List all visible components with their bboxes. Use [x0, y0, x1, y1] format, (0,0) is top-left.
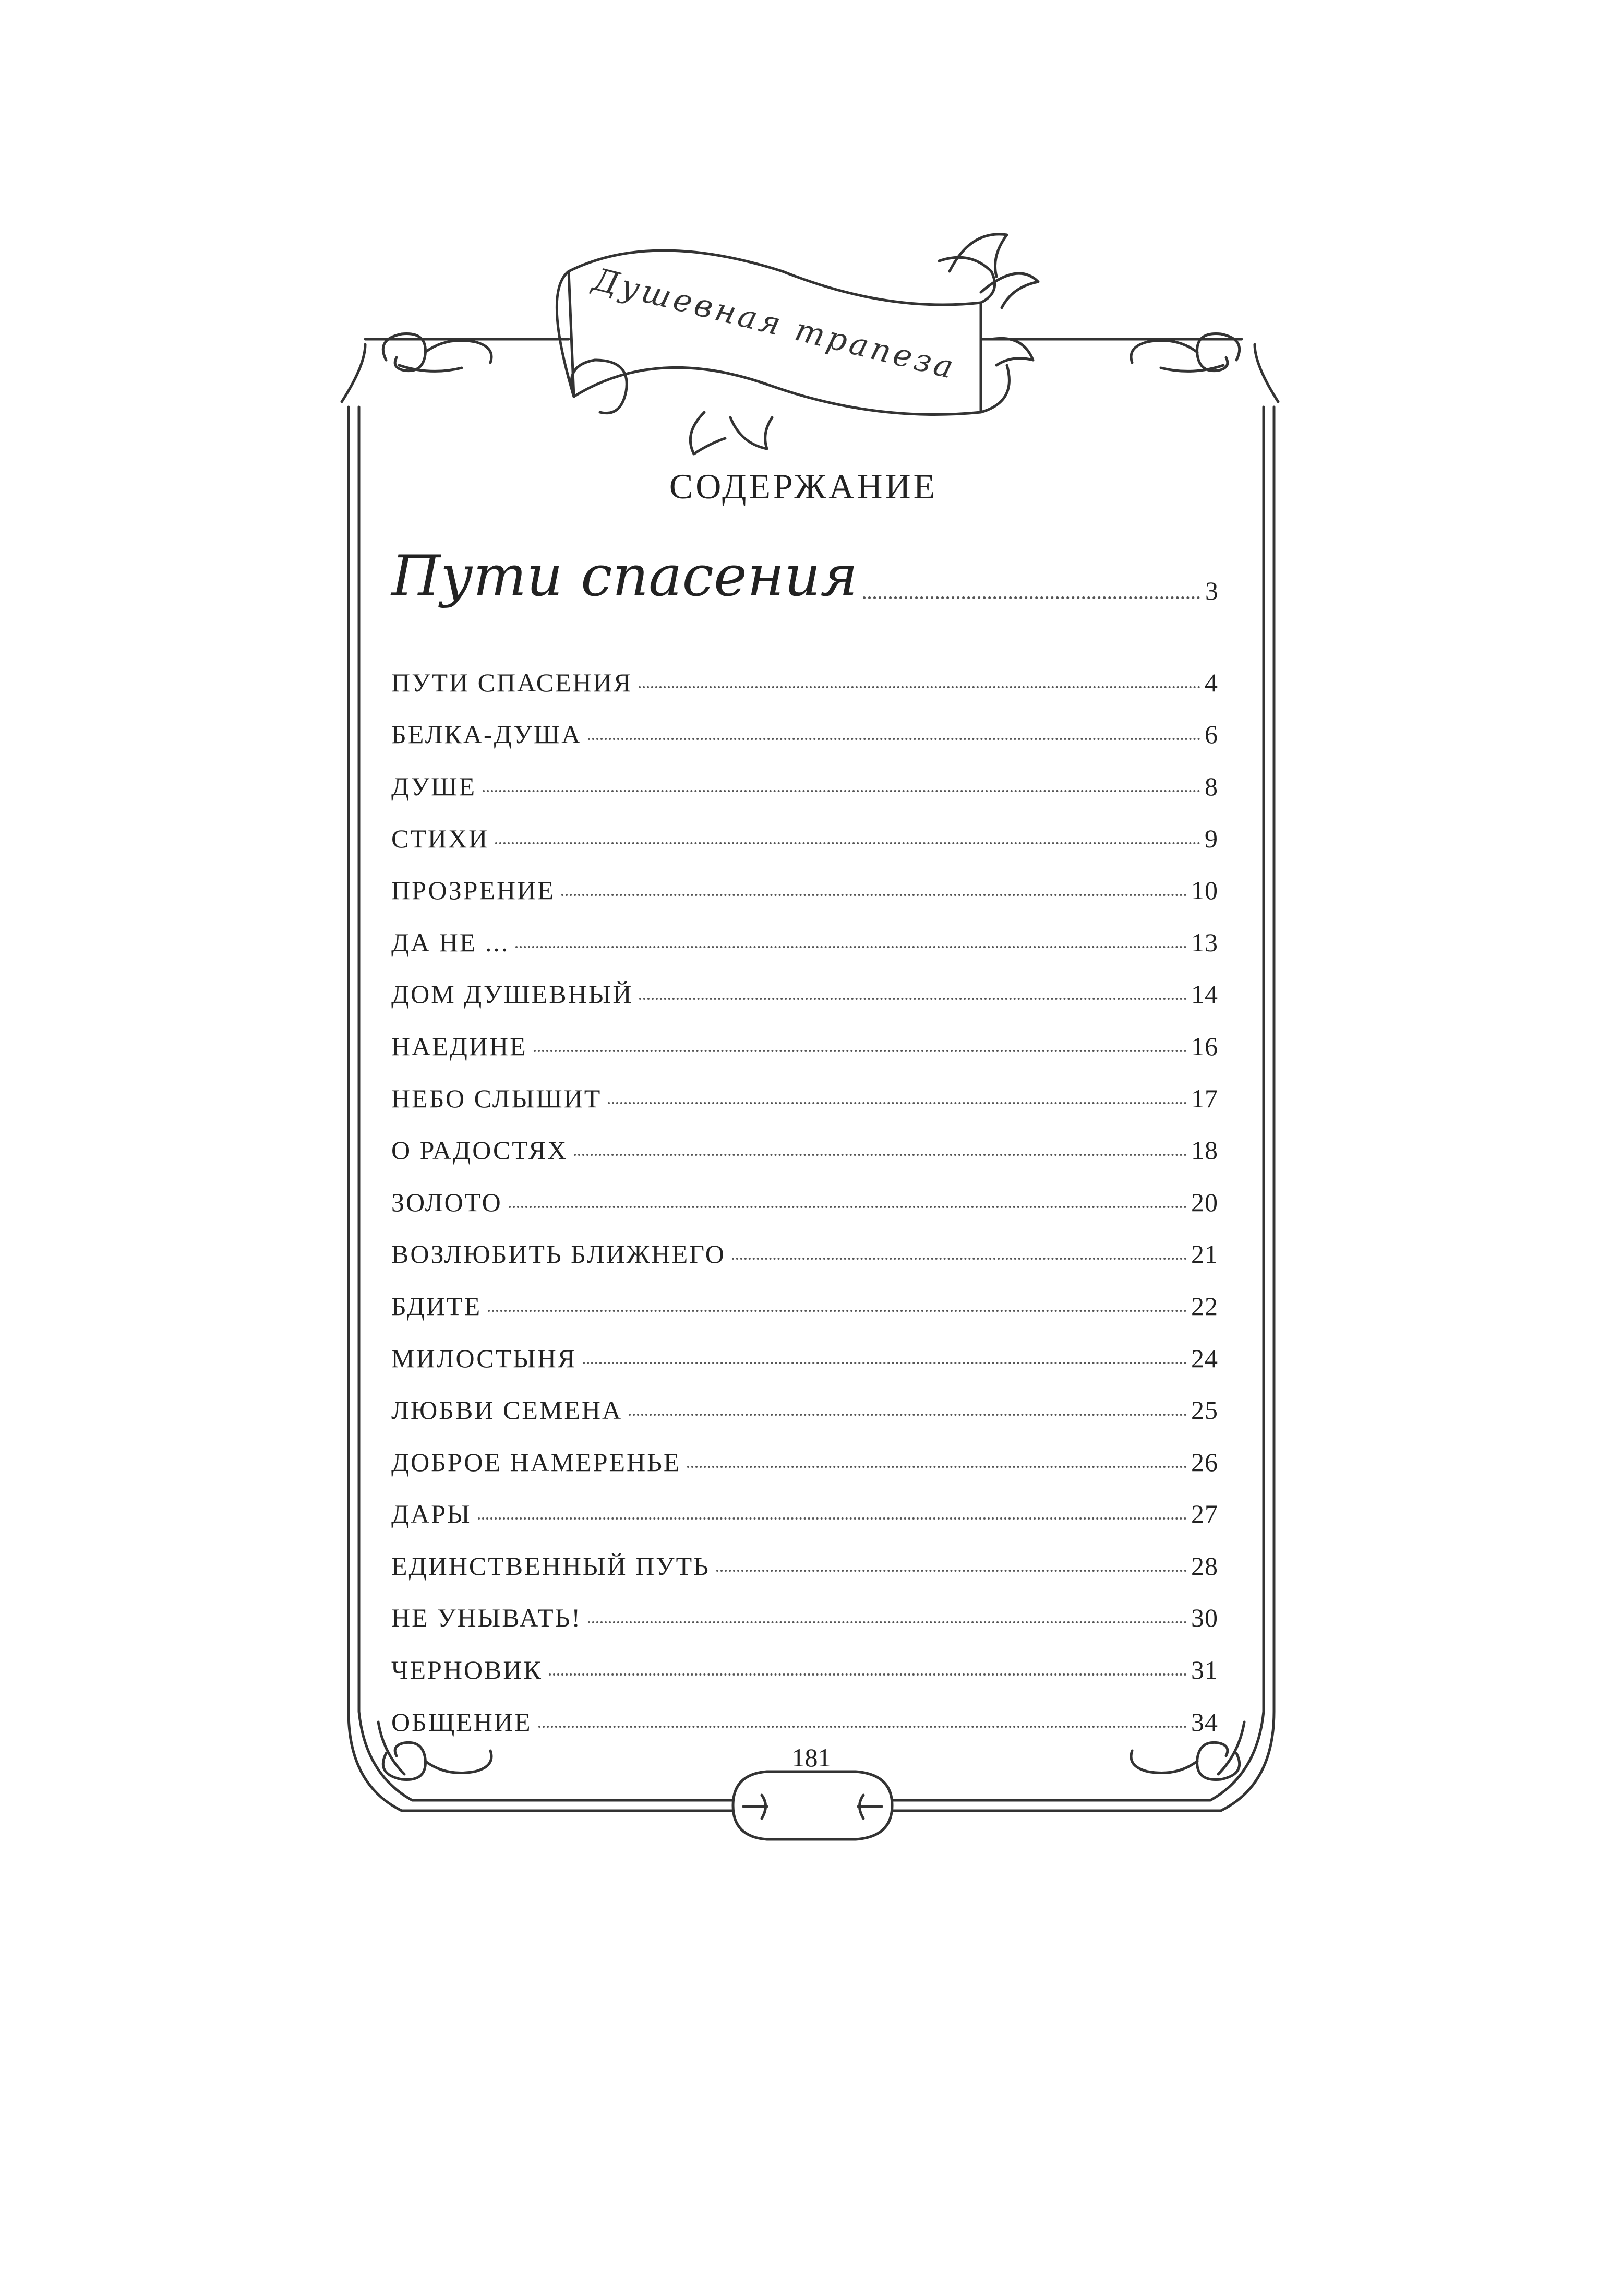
- toc-entry-title: ЧЕРНОВИК: [391, 1655, 543, 1685]
- toc-entry-title: ПРОЗРЕНИЕ: [391, 876, 555, 905]
- dot-leader: [608, 1102, 1187, 1104]
- toc-entry-page: 9: [1205, 823, 1218, 853]
- toc-entry[interactable]: [391, 1332, 1218, 1384]
- dot-leader: [588, 738, 1200, 740]
- toc-entry[interactable]: [391, 1384, 1218, 1436]
- dot-leader: [549, 1673, 1187, 1676]
- toc-list: [391, 656, 1218, 1748]
- toc-entry-title: ЛЮБВИ СЕМЕНА: [391, 1395, 623, 1425]
- section-page-number: 3: [1205, 576, 1218, 605]
- toc-entry-title: ДА НЕ ...: [391, 927, 510, 957]
- toc-entry-title: ЗОЛОТО: [391, 1187, 502, 1217]
- toc-entry[interactable]: [391, 1176, 1218, 1228]
- toc-entry-page: 16: [1191, 1031, 1218, 1061]
- toc-entry[interactable]: [391, 1540, 1218, 1592]
- toc-entry-title: БЕЛКА-ДУША: [391, 720, 582, 749]
- dot-leader: [561, 894, 1187, 896]
- toc-entry-page: 6: [1205, 720, 1218, 749]
- toc-entry-page: 14: [1191, 979, 1218, 1009]
- toc-entry[interactable]: [391, 1124, 1218, 1176]
- dot-leader: [538, 1726, 1187, 1728]
- dot-leader: [639, 686, 1200, 688]
- dot-leader: [483, 790, 1200, 792]
- dot-leader: [574, 1154, 1187, 1156]
- toc-entry[interactable]: [391, 1228, 1218, 1281]
- dot-leader: [687, 1466, 1187, 1468]
- dot-leader: [588, 1621, 1187, 1623]
- toc-entry-title: ДАРЫ: [391, 1499, 472, 1529]
- dot-leader: [534, 1050, 1187, 1052]
- toc-entry[interactable]: [391, 864, 1218, 916]
- dot-leader: [583, 1362, 1187, 1364]
- toc-entry-page: 17: [1191, 1083, 1218, 1113]
- page-number: 181: [791, 1743, 831, 1772]
- toc-entry-page: 34: [1191, 1707, 1218, 1737]
- toc-entry[interactable]: [391, 1436, 1218, 1488]
- toc-entry-title: ДОМ ДУШЕВНЫЙ: [391, 979, 633, 1009]
- toc-entry-title: ПУТИ СПАСЕНИЯ: [391, 667, 633, 697]
- toc-entry-page: 13: [1191, 927, 1218, 957]
- toc-entry-page: 31: [1191, 1655, 1218, 1685]
- toc-entry-page: 10: [1191, 876, 1218, 905]
- toc-entry-page: 27: [1191, 1499, 1218, 1529]
- page-number-cartouche: [733, 1772, 892, 1839]
- toc-entry-page: 4: [1205, 667, 1218, 697]
- toc-entry[interactable]: [391, 709, 1218, 761]
- dot-leader: [488, 1310, 1187, 1312]
- dot-leader: [863, 596, 1200, 599]
- toc-entry-title: ВОЗЛЮБИТЬ БЛИЖНЕГО: [391, 1239, 726, 1269]
- toc-entry-title: НАЕДИНЕ: [391, 1031, 527, 1061]
- dot-leader: [495, 842, 1200, 844]
- toc-entry[interactable]: [391, 1072, 1218, 1125]
- toc-entry-title: О РАДОСТЯХ: [391, 1135, 568, 1165]
- toc-entry[interactable]: [391, 656, 1218, 709]
- dot-leader: [515, 946, 1187, 948]
- toc-entry-page: 18: [1191, 1135, 1218, 1165]
- dot-leader: [716, 1570, 1187, 1572]
- section-entry[interactable]: [391, 532, 1218, 611]
- toc-entry-title: НЕ УНЫВАТЬ!: [391, 1603, 582, 1633]
- toc-entry[interactable]: [391, 1020, 1218, 1072]
- frame-left-outer: [342, 344, 365, 402]
- toc-entry-title: ДОБРОЕ НАМЕРЕНЬЕ: [391, 1447, 681, 1477]
- toc-entry[interactable]: [391, 916, 1218, 968]
- toc-entry-page: 21: [1191, 1239, 1218, 1269]
- dot-leader: [509, 1206, 1187, 1208]
- toc-entry-page: 22: [1191, 1291, 1218, 1321]
- toc-entry[interactable]: [391, 812, 1218, 865]
- toc-entry-page: 24: [1191, 1343, 1218, 1373]
- toc-entry-page: 28: [1191, 1551, 1218, 1581]
- toc-entry-page: 25: [1191, 1395, 1218, 1425]
- toc-entry-page: 8: [1205, 771, 1218, 801]
- toc-entry[interactable]: [391, 1644, 1218, 1696]
- toc-entry-title: ОБЩЕНИЕ: [391, 1707, 532, 1737]
- toc-entry-title: ЕДИНСТВЕННЫЙ ПУТЬ: [391, 1551, 710, 1581]
- toc-entry[interactable]: [391, 1280, 1218, 1332]
- frame-right-outer: [1255, 344, 1278, 402]
- dot-leader: [478, 1517, 1187, 1520]
- toc-entry-page: 20: [1191, 1187, 1218, 1217]
- toc-entry-page: 30: [1191, 1603, 1218, 1633]
- toc-entry-title: БДИТЕ: [391, 1291, 482, 1321]
- toc-entry[interactable]: [391, 760, 1218, 812]
- toc-entry[interactable]: [391, 1696, 1218, 1748]
- toc-entry-title: НЕБО СЛЫШИТ: [391, 1083, 602, 1113]
- dot-leader: [732, 1258, 1187, 1260]
- dot-leader: [639, 998, 1187, 1000]
- toc-entry-title: ДУШЕ: [391, 771, 477, 801]
- toc-entry-page: 26: [1191, 1447, 1218, 1477]
- toc-entry-title: СТИХИ: [391, 823, 489, 853]
- dot-leader: [629, 1414, 1187, 1416]
- banner-text: Душевная трапеза: [589, 261, 960, 387]
- toc-entry[interactable]: [391, 968, 1218, 1021]
- contents-heading: СОДЕРЖАНИЕ: [669, 467, 938, 506]
- toc-entry-title: МИЛОСТЫНЯ: [391, 1343, 577, 1373]
- toc-entry[interactable]: [391, 1488, 1218, 1540]
- section-title: Пути спасения: [391, 544, 858, 609]
- toc-entry[interactable]: [391, 1592, 1218, 1644]
